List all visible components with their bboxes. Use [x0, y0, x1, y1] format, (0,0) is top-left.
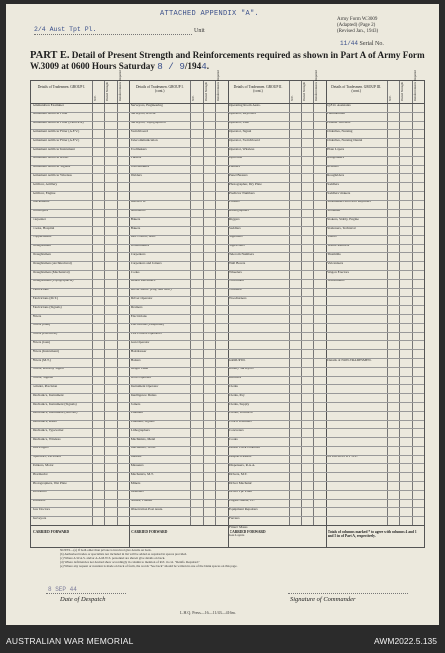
table-row-label: Draughtsmen	[32, 244, 51, 248]
table-row-label: Masseurs	[130, 464, 144, 468]
table-row-label: Driver Tpt. Plant	[229, 490, 253, 494]
note-b: (b) Authorised trades or specialists not included in list will be added as required in spaces provided.	[60, 552, 188, 556]
unit-underline	[34, 34, 192, 35]
table-row-label: Draughtsmen (Mechanical)	[32, 270, 70, 274]
table-row-label: Dental Mechanics	[130, 279, 156, 283]
row-rule	[31, 384, 424, 385]
strength-table	[30, 70, 425, 548]
table-row-label: Saddlers	[327, 182, 339, 186]
row-rule	[31, 147, 424, 148]
form-reference	[337, 17, 378, 35]
title-text: Detail of Present Strength and Reinforcements required as shown in Part A of Army Form W.3009 at 0600 Hours Saturday	[30, 50, 425, 71]
row-rule	[31, 349, 424, 350]
table-row-label: Farriers	[229, 516, 240, 520]
title-year-handwritten: 4	[201, 61, 207, 72]
table-row-label: Observation Post Assts.	[130, 508, 163, 512]
footer-rule	[31, 525, 424, 526]
row-rule	[31, 420, 424, 421]
row-rule	[31, 446, 424, 447]
table-row-label: Hatters	[130, 358, 141, 362]
row-rule	[31, 235, 424, 236]
table-row-label: Photographers, Wet Plate	[32, 481, 67, 485]
note-c: (c) Where A.W.A.S. and/or A.A.M.W.S. personnel are shown give details on back.	[60, 556, 166, 560]
row-rule	[31, 490, 424, 491]
table-row-label: Driver Mechanic	[229, 481, 253, 485]
table-row-label: Boilermakers	[130, 244, 150, 248]
subcolumn-heading: Reinforcements Required	[117, 70, 122, 101]
table-row-label: Opticians	[229, 156, 242, 160]
form-ref-line-2: (Adapted) (Page 2)	[337, 23, 376, 28]
table-row-label: Concreters	[229, 428, 244, 432]
note-e: (e) Where any request or notation is made on back of form, the words "See back" should be written in one of the blank spaces on this page.	[60, 564, 238, 568]
row-rule	[31, 411, 424, 412]
table-row-label: Mechanics, Radio	[32, 420, 57, 424]
table-row-label: Armourers	[130, 209, 146, 213]
table-row-label: Predictor Numbers	[229, 191, 255, 195]
table-row-label: Driver Mech. (Eng. and Mot.)	[130, 288, 172, 292]
table-row-label: Fitters (M.T.)	[32, 358, 51, 362]
table-row-label: Armament Artificer Fitter (A.F.V.)	[32, 138, 80, 142]
table-row-label: Electricians (M.T.)	[32, 297, 59, 301]
note-a: NOTES—(a) If both other than private is involved give details on back.	[60, 548, 152, 552]
table-row-label: Winchmen	[229, 279, 244, 283]
table-row-label: Printers	[229, 200, 240, 204]
subcolumn-heading: W.E.	[93, 95, 97, 101]
table-row-label: Hairdresser	[130, 349, 147, 353]
row-rule	[31, 402, 424, 403]
table-row-label: Butchers	[229, 376, 242, 380]
table-row-label: Wiremen	[229, 288, 242, 292]
table-row-label: Engine Hands, I.C.	[229, 499, 255, 503]
table-row-label: Equipment Repairers	[229, 508, 258, 512]
carried-forward-label: CARRIED FORWARD	[33, 530, 70, 534]
row-rule	[31, 165, 424, 166]
table-row-label: Linemen	[130, 411, 143, 415]
table-row-label: Fitters, Railway Signal	[32, 367, 64, 371]
table-row-label: Leather Stitchers	[327, 121, 351, 125]
row-rule	[31, 516, 424, 517]
table-row-label: Saddlers' makers	[327, 191, 351, 195]
table-row-label: Fitters (Instrument)	[32, 349, 59, 353]
column-heading: Details of Tradesmen. GROUP I.	[37, 85, 86, 89]
table-row-label: Dental Clerk Orderlies	[229, 446, 260, 450]
serial-handwritten: 11/44	[340, 40, 359, 47]
heading-rule	[31, 103, 424, 104]
table-row-label: Painters	[229, 165, 240, 169]
row-rule	[31, 367, 424, 368]
row-rule	[31, 499, 424, 500]
table-row-label: Tinsmiths	[327, 253, 341, 257]
row-rule	[31, 288, 424, 289]
table-row-label: Riggers	[229, 217, 240, 221]
column-heading: Details of Tradesmen. GROUP III. (cont.)	[331, 85, 382, 93]
table-row-label: Operators, Excavator	[32, 455, 62, 459]
table-row-label: Riveters	[327, 165, 339, 169]
table-row-label: Fitters (Gun)	[32, 340, 51, 344]
table-row-label: Surveyors, R.A.A.	[130, 112, 156, 116]
table-row-label: Joiners	[130, 402, 141, 406]
row-rule	[31, 472, 424, 473]
table-row-label: Surveyors, Topographical	[130, 121, 166, 125]
note-d: (d) Where deficiencies not desired show accordingly in column to mention of R.E. in col. "Reinfs. Required."	[60, 560, 200, 564]
column-heading: Details of Tradesmen. GROUP II. (cont.)	[233, 85, 283, 93]
signature-label: Signature of Commander	[290, 596, 356, 603]
row-rule	[31, 173, 424, 174]
row-rule	[31, 455, 424, 456]
subcolumn-heading: Reinforcements Required	[216, 70, 221, 101]
serial-number	[340, 40, 384, 47]
table-row-label: Operator, Signal	[229, 129, 252, 133]
table-row-label: Fitters' Mates	[229, 525, 248, 529]
table-row-label: Miners	[130, 481, 141, 485]
table-row-label: Fire Control Operators	[130, 332, 162, 336]
table-row-label: Stationers, Technical	[327, 226, 356, 230]
table-row-label: Cooks, Hospital	[32, 226, 55, 230]
footer-accession: AWM2022.5.135	[374, 636, 437, 646]
table-row-label: Grinder, Precision	[32, 384, 58, 388]
row-rule	[31, 314, 424, 315]
table-row-label: Machinists, Wood	[130, 446, 156, 450]
table-row-label: Fitters (Gun)	[32, 323, 51, 327]
row-rule	[31, 393, 424, 394]
table-row-label: Photolitho	[32, 490, 47, 494]
table-row-label: Artificer, Artillery	[32, 182, 58, 186]
table-row-label: Switchboard	[130, 129, 148, 133]
table-row-label: Operator, Wireless	[229, 147, 255, 151]
table-row-label: Textile Refitters	[327, 244, 350, 248]
press-imprint: L.H.Q. Press—16—11/43—416m.	[180, 610, 236, 615]
footer-institution: AUSTRALIAN WAR MEMORIAL	[6, 636, 134, 646]
title-date-handwritten: 8 / 9	[157, 61, 185, 72]
table-row-label: Dispensers, R.A.A.	[229, 464, 256, 468]
table-row-label: Fitters, Signals	[32, 376, 53, 380]
table-row-label: Nurses, Trained	[130, 499, 153, 503]
table-row-label: Machinists, Metal	[130, 437, 156, 441]
table-row-label: Tailors	[327, 235, 337, 239]
title-year: /194	[184, 61, 202, 71]
table-row-label: Fitters (Electrical)	[32, 332, 58, 336]
attached-appendix-stamp: ATTACHED APPENDIX "A".	[160, 10, 260, 18]
table-row-label: Bricklayers	[32, 209, 49, 213]
subcolumn-heading: Posted Strength	[203, 82, 208, 101]
table-row-label: Whitesmiths	[327, 279, 345, 283]
table-row-label: Stokers, Stably, Engine	[327, 217, 359, 221]
table-row-label: Ammunition Examiner	[32, 103, 64, 107]
row-rule	[31, 226, 424, 227]
title-prefix: PART E.	[30, 50, 70, 61]
row-rule	[31, 217, 424, 218]
table-row-label: Carpenter	[32, 217, 46, 221]
row-rule	[31, 138, 424, 139]
table-row-label: Gun Operator	[130, 340, 150, 344]
table-row-label: Woodturners	[229, 297, 247, 301]
title-end: .	[206, 61, 210, 71]
table-row-label: Armament Artificer Fitter (A.F.V.)	[32, 129, 80, 133]
table-row-label: Carpenters	[130, 253, 146, 257]
table-row-label: Carpenters and Joiners	[130, 261, 162, 265]
row-rule	[31, 191, 424, 192]
row-rule	[31, 209, 424, 210]
row-rule	[31, 428, 424, 429]
table-row-label: Hollo Operator	[130, 376, 152, 380]
row-rule	[31, 252, 424, 253]
table-row-label: Surveyors	[32, 516, 47, 520]
form-ref-line-3: (Revised Jan., 1943)	[337, 29, 379, 34]
table-row-label: Storemen	[327, 209, 341, 213]
table-row-label: Panel Beaters	[229, 173, 248, 177]
table-row-label: Instrument Operator	[130, 384, 159, 388]
row-rule	[31, 129, 424, 130]
despatch-date-handwritten: 8 SEP 44	[48, 586, 77, 593]
table-row-label: Electricians (Signals)	[32, 305, 62, 309]
unit-handwritten: 2/4 Aust Tpt Pl.	[34, 26, 97, 33]
table-row-label: Operator, Switchboard	[229, 138, 260, 142]
table-row-label: Mechanics, M.T.	[130, 472, 154, 476]
table-row-label: Radiographers	[229, 209, 249, 213]
table-row-label: Rangetakers	[327, 156, 345, 160]
table-row-label: Electricians	[32, 288, 49, 292]
table-row-label: Coach Trimmers	[229, 420, 252, 424]
table-row-label: Clerks, Technical	[229, 411, 253, 415]
subcolumn-heading: Posted Strength	[105, 82, 110, 101]
table-row-label: Wagon Erectors	[327, 270, 349, 274]
table-row-label: Battery Surveyors	[229, 367, 254, 371]
carried-forward-label: CARRIED FORWARD	[229, 530, 266, 534]
table-row-label: Clerks, Pay	[229, 393, 245, 397]
table-row-label: Electricians	[130, 314, 147, 318]
row-rule	[31, 296, 424, 297]
table-row-label: Height Taker	[130, 367, 149, 371]
unit-label: Unit	[194, 28, 205, 34]
subcolumn-heading: W.E.	[191, 95, 196, 101]
row-rule	[31, 507, 424, 508]
table-row-label: Coppersmiths	[32, 235, 52, 239]
row-rule	[31, 200, 424, 201]
form-title	[30, 50, 425, 72]
table-row-label: Armament Artificer Wireless	[32, 173, 72, 177]
table-row-label: Intelligence Duties	[130, 393, 157, 397]
row-rule	[31, 376, 424, 377]
table-row-label: Toolmakers	[130, 147, 147, 151]
row-rule	[31, 332, 424, 333]
row-rule	[31, 463, 424, 464]
table-row-label: Linemen, Signals	[130, 420, 155, 424]
despatch-underline	[46, 593, 126, 594]
table-row-label: Bakers	[130, 217, 141, 221]
table-row-label: Saw Doctors	[32, 508, 50, 512]
serial-label: Serial No.	[359, 41, 384, 47]
table-row-label: Pharmacist	[32, 472, 48, 476]
subcolumn-heading: W.E.	[387, 95, 392, 101]
table-row-label: Moulders	[130, 490, 144, 494]
table-row-label: Hammermen	[327, 112, 345, 116]
row-rule	[31, 156, 424, 157]
table-row-label: Painters, Motor	[32, 464, 54, 468]
subcolumn-heading: Reinforcements Required	[412, 70, 417, 101]
table-row-label: Draughtsmen	[32, 253, 51, 257]
table-row-label: Mechanics, Wireless	[32, 437, 61, 441]
table-row-label: Shoemakers and Boot Repairers	[327, 200, 371, 204]
table-row-label: Armament Artificer Fitter	[32, 112, 68, 116]
table-row-label: Driver Operator	[130, 297, 153, 301]
subcolumn-heading: Posted Strength	[400, 82, 405, 101]
table-row-label: GROUP II.	[130, 200, 147, 204]
table-row-label: Orderlies, Nursing Dental	[327, 138, 363, 142]
table-row-label: Armament Artificer Signals	[32, 165, 71, 169]
table-row-label: Wall Borers	[229, 261, 246, 265]
table-row-label: Fitters	[32, 314, 42, 318]
table-row-label: Roughriders	[327, 173, 345, 177]
table-row-label: Mechanics, Instrument (Aircraft)	[32, 411, 78, 415]
row-rule	[31, 244, 424, 245]
row-rule	[31, 358, 424, 359]
table-row-label: Artificer, Engine	[32, 191, 56, 195]
subcolumn-heading: Posted Strength	[301, 82, 306, 101]
table-row-label: Watchmakers	[130, 165, 150, 169]
table-row-label: Armament Artificer Fitter (Electrical)	[32, 121, 84, 125]
table-row-label: Armament Artificer Instrument	[32, 147, 75, 151]
column-heading: Details of Tradesmen. GROUP I. (cont.)	[135, 85, 184, 93]
row-rule	[31, 182, 424, 183]
table-row-label: Masons	[130, 455, 142, 459]
table-row-label: Clerks	[229, 384, 238, 388]
table-row-label: Draughtsmen (Architectural)	[32, 261, 72, 265]
signature-underline	[288, 593, 408, 594]
table-row-label: Mechanics, Typewriter	[32, 428, 64, 432]
row-rule	[31, 112, 424, 113]
table-row-label: Lithographers	[130, 428, 150, 432]
row-rule	[31, 261, 424, 262]
table-row-label: Cooks	[229, 437, 238, 441]
table-row-label: Telecommunication	[130, 138, 158, 142]
table-row-label: Despatch Riders	[229, 455, 252, 459]
table-row-label: Armament Artificer Radio	[32, 156, 69, 160]
table-row-label: Cooks	[130, 270, 140, 274]
table-row-label: Details of NON-TRADESMEN.	[327, 358, 372, 362]
table-row-label: Bakers	[130, 226, 141, 230]
table-row-label: Signwriters	[229, 244, 245, 248]
row-rule	[31, 121, 424, 122]
table-row-label: Draughtsmen (Topographical)	[32, 279, 74, 283]
table-row-label: Operator, Line	[229, 121, 249, 125]
table-row-label: Blacksmiths	[32, 200, 50, 204]
table-row-label: Plumbers	[32, 499, 46, 503]
table-row-label: Vulcanisers	[327, 261, 344, 265]
table-row-label: Surveyors, Engineering	[130, 103, 163, 107]
table-row-label: Clerks, Supply	[229, 402, 250, 406]
row-rule	[31, 279, 424, 280]
table-row-label: Mechanics, Instrument	[32, 393, 64, 397]
table-row-label: Gas Layers	[229, 534, 245, 538]
table-row-label: Electricians (Telephone)	[130, 323, 164, 327]
notes	[60, 548, 415, 568]
form-ref-line-1: Army Form W.3009	[337, 17, 378, 22]
table-row-label: Drivers, M.T.	[229, 472, 248, 476]
table-row-label: Drainers	[130, 305, 143, 309]
table-row-label: Operating Room Assts.	[229, 103, 261, 107]
table-row-label: Turners	[130, 156, 142, 160]
table-row-label: Q.F.O. Assistants	[327, 103, 351, 107]
despatch-label: Date of Despatch	[60, 596, 106, 603]
carried-forward-label: Totals of columns marked * to agree with columns 4 and 1 and 5 in of Part A, respectively.	[327, 530, 417, 539]
subcolumn-heading: Reinforcements Required	[314, 70, 319, 101]
table-row-label: ATTACHED BY W.E.	[327, 455, 358, 459]
table-row-label: Plate Layers	[327, 147, 345, 151]
table-row-label: Saddlers	[229, 226, 241, 230]
table-row-label: Wheelers	[229, 270, 242, 274]
table-row-label: Millwrights	[32, 446, 49, 450]
table-row-label: Welders	[130, 173, 142, 177]
table-row-label: Mechanics, Instrument (Signals)	[32, 402, 77, 406]
table-row-label: GROUP III.	[229, 358, 246, 362]
row-rule	[31, 437, 424, 438]
table-row-label: Bkr. Comd'r, Asst.	[130, 235, 156, 239]
row-rule	[31, 305, 424, 306]
table-row-label: Signallers	[229, 235, 243, 239]
row-rule	[31, 481, 424, 482]
table-row-label: Photographer, Dry Plate	[229, 182, 262, 186]
row-rule	[31, 340, 424, 341]
row-rule	[31, 323, 424, 324]
row-rule	[31, 270, 424, 271]
carried-forward-label: CARRIED FORWARD	[131, 530, 168, 534]
table-row-label: Operator, Keyboard	[229, 112, 256, 116]
table-row-label: Telecom Numbers	[229, 253, 254, 257]
table-row-label: Orderlies, Nursing	[327, 129, 353, 133]
subcolumn-heading: W.E.	[289, 95, 294, 101]
